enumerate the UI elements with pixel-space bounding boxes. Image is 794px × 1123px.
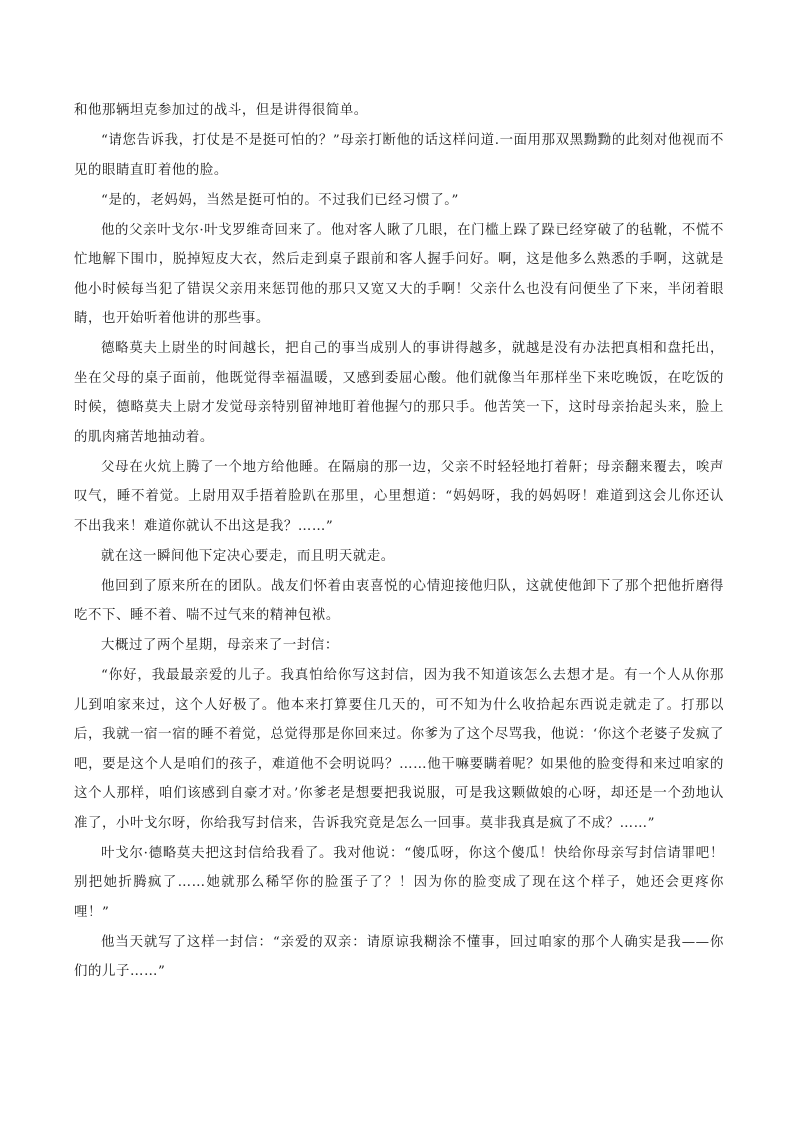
paragraph-9: 大概过了两个星期，母亲来了一封信：: [101, 638, 339, 653]
paragraph-2: “请您告诉我，打仗是不是挺可怕的？”母亲打断他的话这样问道.一面用那双黑黝黝的此刻对他视而不见的眼睛直盯着他的脸。: [74, 133, 724, 178]
paragraph-7: 就在这一瞬间他下定决心要走，而且明天就走。: [101, 548, 395, 564]
paragraph-10: “你好，我最最亲爱的儿子。我真怕给你写这封信，因为我不知道该怎么去想才是。有一个人从你那儿到咱家来过，这个人好极了。他本来打算要住几天的，可不知为什么收拾起东西说走就走了。打那以后，我就一宿一宿的睡不着觉，总觉得那是你回来过。你爹为了这个尽骂我，他说：‘你这个老婆子发疯了吧，要是这个人是咱们的孩子，难道他不会明说吗？……他干嘛要瞒着呢？如果他的脸变得和来过咱家的这个人那样，咱们该感到自豪才对。’你爹老是想要把我说服，可是我这颗做娘的心呀，却还是一个劲地认准了，小叶戈尔呀，你给我写封信来，告诉我究竟是怎么一回事。莫非我真是疯了不成？……”: [74, 668, 724, 831]
paragraph-6: 父母在火炕上腾了一个地方给他睡。在隔扇的那一边，父亲不时轻轻地打着鼾；母亲翻来覆去，唉声叹气，睡不着觉。上尉用双手捂着脸趴在那里，心里想道：“妈妈呀，我的妈妈呀！难道到这会儿你还认不出我来！难道你就认不出这是我？……”: [74, 459, 724, 534]
paragraph-5: 德略莫夫上尉坐的时间越长，把自己的事当成别人的事讲得越多，就越是没有办法把真相和盘托出，坐在父母的桌子面前，他既觉得幸福温暖，又感到委屈心酸。他们就像当年那样坐下来吃晚饭，在吃饭的时候，德略莫夫上尉才发觉母亲特别留神地盯着他握勺的那只手。他苦笑一下，这时母亲抬起头来，脸上的肌肉痛苦地抽动着。: [74, 341, 724, 445]
paragraph-8: 他回到了原来所在的团队。战友们怀着由衷喜悦的心情迎接他归队，这就使他卸下了那个把他折磨得吃不下、睡不着、喘不过气来的精神包袱。: [74, 578, 724, 623]
paragraph-12: 他当天就写了这样一封信：“亲爱的双亲：请原谅我糊涂不懂事，回过咱家的那个人确实是我——你们的儿子……”: [74, 934, 724, 979]
paragraph-4: 他的父亲叶戈尔·叶戈罗维奇回来了。他对客人瞅了几眼，在门槛上跺了跺已经穿破了的毡靴，不慌不忙地解下围巾，脱掉短皮大衣，然后走到桌子跟前和客人握手问好。啊，这是他多么熟悉的手啊，这就是他小时候每当犯了错误父亲用来惩罚他的那只又宽又大的手啊！父亲什么也没有问便坐了下来，半闭着眼睛，也开始听着他讲的那些事。: [74, 222, 724, 326]
paragraph-1: 和他那辆坦克参加过的战斗，但是讲得很简单。: [74, 103, 368, 118]
paragraph-11: 叶戈尔·德略莫夫把这封信给我看了。我对他说：“傻瓜呀，你这个傻瓜！快给你母亲写封信请罪吧！别把她折腾疯了……她就那么稀罕你的脸蛋子了？！因为你的脸变成了现在这个样子，她还会更疼你哩！”: [74, 845, 724, 920]
paragraph-3: “是的，老妈妈，当然是挺可怕的。不过我们已经习惯了。”: [101, 192, 459, 208]
